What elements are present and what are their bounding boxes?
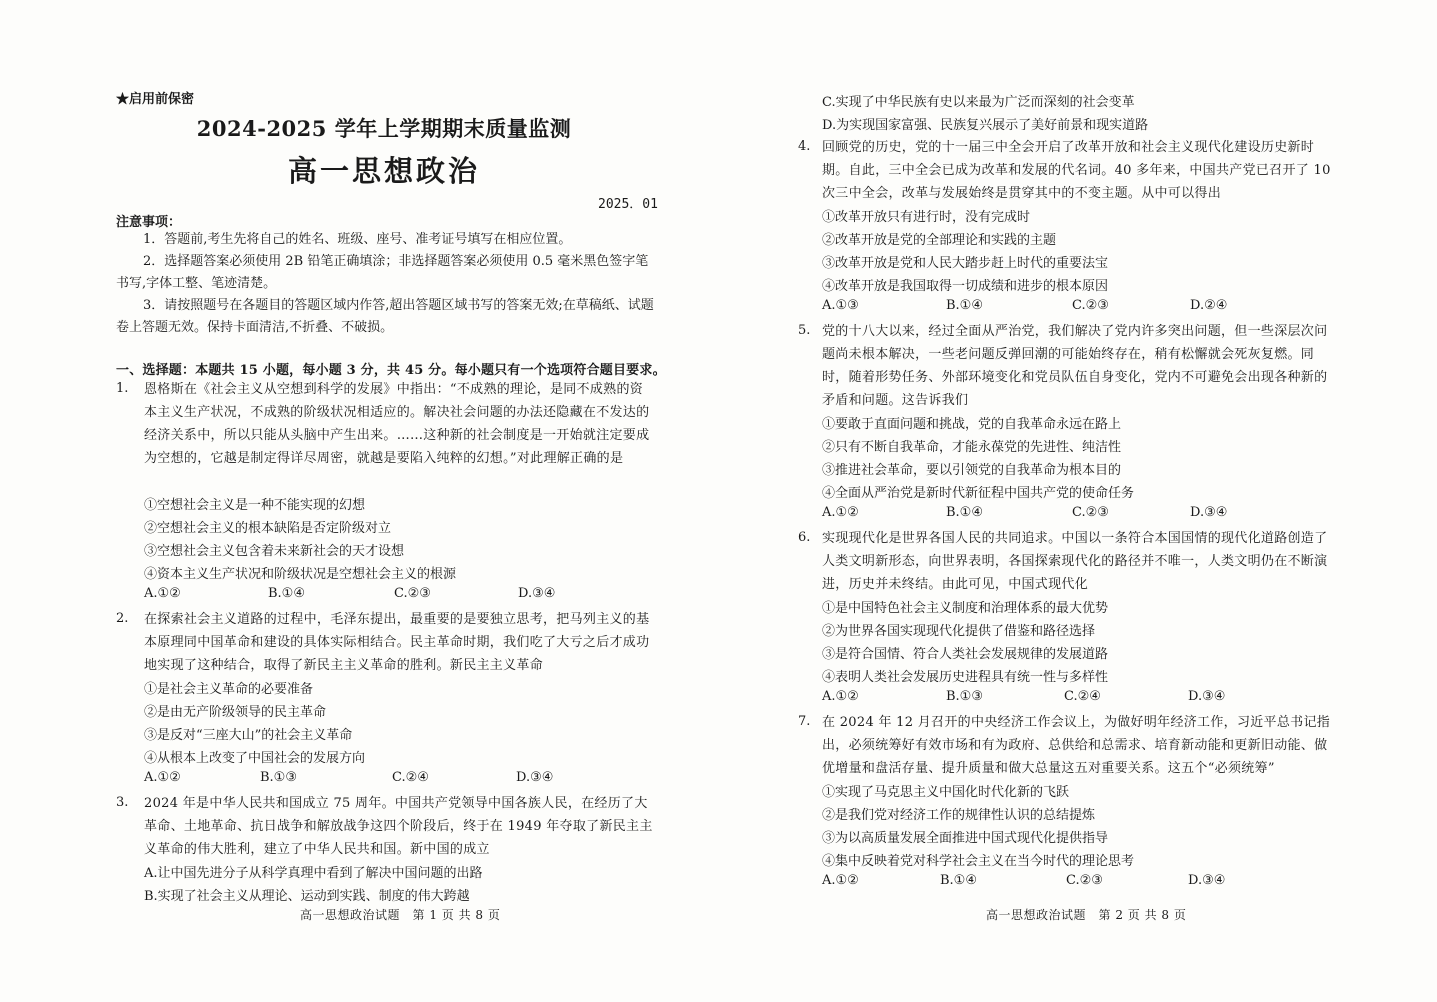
statement-item: ①是中国特色社会主义制度和治理体系的最大优势 (822, 601, 1109, 616)
question-number: 3. (116, 795, 129, 810)
option-c[interactable]: C.②③ (1072, 505, 1109, 520)
notice-item-3: 3．请按照题号在各题目的答题区域内作答,超出答题区域书写的答案无效;在草稿纸、试题卷上答题无效。保持卡面清洁,不折叠、不破损。 (116, 298, 654, 335)
option-d[interactable]: D.②④ (1190, 298, 1228, 313)
question-stem: 实现现代化是世界各国人民的共同追求。中国以一条符合本国国情的现代化道路创造了人类文明新形态，向世界表明，各国探索现代化的路径并不唯一，人类文明仍在不断演进，历史并未终结。由此可见，中国式现代化 (822, 531, 1328, 592)
question-number: 1. (116, 381, 129, 396)
question-stem: 党的十八大以来，经过全面从严治党，我们解决了党内许多突出问题，但一些深层次问题尚未根本解决，一些老问题反弹回潮的可能始终存在，稍有松懈就会死灰复燃。同时，随着形势任务、外部环境变化和党员队伍自身变化，党内不可避免会出现各种新的矛盾和问题。这告诉我们 (822, 324, 1328, 408)
option-c[interactable]: C.②③ (394, 586, 431, 601)
option-b[interactable]: B.①④ (268, 586, 305, 601)
statement-item: ③空想社会主义包含着未来新社会的天才设想 (144, 544, 405, 559)
option-d[interactable]: D.为实现国家富强、民族复兴展示了美好前景和现实道路 (822, 118, 1149, 133)
statement-item: ①实现了马克思主义中国化时代化新的飞跃 (822, 785, 1070, 800)
option-a[interactable]: A.①② (144, 770, 181, 785)
option-d[interactable]: D.③④ (1188, 873, 1226, 888)
statement-item: ①改革开放只有进行时，没有完成时 (822, 210, 1031, 225)
statement-item: ②是由无产阶级领导的民主革命 (144, 705, 327, 720)
option-a[interactable]: A.①② (822, 505, 859, 520)
statement-item: ①要敢于直面问题和挑战，党的自我革命永远在路上 (822, 417, 1122, 432)
page-footer: 高一思想政治试题 第 2 页 共 8 页 (986, 908, 1187, 922)
statement-item: ②只有不断自我革命，才能永葆党的先进性、纯洁性 (822, 440, 1122, 455)
option-b[interactable]: B.实现了社会主义从理论、运动到实践、制度的伟大跨越 (144, 889, 470, 904)
option-a[interactable]: A.①② (144, 586, 181, 601)
statement-item: ④全面从严治党是新时代新征程中国共产党的使命任务 (822, 486, 1135, 501)
option-b[interactable]: B.①③ (946, 689, 983, 704)
answer-options (822, 689, 1337, 709)
answer-options (144, 586, 656, 606)
statement-item: ④集中反映着党对科学社会主义在当今时代的理论思考 (822, 854, 1135, 869)
option-c[interactable]: C.②③ (1072, 298, 1109, 313)
option-b[interactable]: B.①④ (946, 505, 983, 520)
option-d[interactable]: D.③④ (1190, 505, 1228, 520)
option-d[interactable]: D.③④ (516, 770, 554, 785)
option-a[interactable]: A.①② (822, 873, 859, 888)
exam-page-1 (0, 0, 718, 1002)
question-number: 7. (798, 714, 811, 729)
exam-date: 2025．01 (598, 197, 658, 212)
answer-options (822, 873, 1337, 893)
option-b[interactable]: B.①④ (946, 298, 983, 313)
section-heading: 一、选择题：本题共 15 小题，每小题 3 分，共 45 分。每小题只有一个选项符合题目要求。 (116, 363, 666, 378)
statement-item: ①空想社会主义是一种不能实现的幻想 (144, 498, 366, 513)
option-b[interactable]: B.①③ (260, 770, 297, 785)
option-c[interactable]: C.②④ (1064, 689, 1101, 704)
option-d[interactable]: D.③④ (1188, 689, 1226, 704)
statement-item: ④从根本上改变了中国社会的发展方向 (144, 751, 366, 766)
option-b[interactable]: B.①④ (940, 873, 977, 888)
answer-options (822, 298, 1337, 318)
notice-item-2: 2．选择题答案必须使用 2B 铅笔正确填涂；非选择题答案必须使用 0.5 毫米黑色签字笔书写,字体工整、笔迹清楚。 (116, 254, 649, 291)
confidential-label: ★启用前保密 (116, 92, 195, 107)
statement-item: ③为以高质量发展全面推进中国式现代化提供指导 (822, 831, 1109, 846)
statement-item: ③推进社会革命，要以引领党的自我革命为根本目的 (822, 463, 1122, 478)
question-stem: 在探索社会主义道路的过程中，毛泽东提出，最重要的是要独立思考，把马列主义的基本原理同中国革命和建设的具体实际相结合。民主革命时期，我们吃了大亏之后才成功地实现了这种结合，取得了新民主主义革命的胜利。新民主主义革命 (144, 612, 650, 673)
notice-item-1: 1．答题前,考生先将自己的姓名、班级、座号、准考证号填写在相应位置。 (143, 232, 572, 247)
option-c[interactable]: C.②③ (1066, 873, 1103, 888)
statement-item: ②空想社会主义的根本缺陷是否定阶级对立 (144, 521, 392, 536)
question-number: 5. (798, 323, 811, 338)
question-number: 2. (116, 611, 129, 626)
statement-item: ②为世界各国实现现代化提供了借鉴和路径选择 (822, 624, 1096, 639)
page-footer: 高一思想政治试题 第 1 页 共 8 页 (300, 908, 501, 922)
question-stem: 恩格斯在《社会主义从空想到科学的发展》中指出：“不成熟的理论，是同不成熟的资本主义生产状况，不成熟的阶级状况相适应的。解决社会问题的办法还隐藏在不发达的经济关系中，所以只能从头脑中产生出来。……这种新的社会制度是一开始就注定要成为空想的，它越是制定得详尽周密，就越是要陷入纯粹的幻想。”对此理解正确的是 (144, 382, 650, 466)
statement-item: ②改革开放是党的全部理论和实践的主题 (822, 233, 1057, 248)
statement-item: ③是符合国情、符合人类社会发展规律的发展道路 (822, 647, 1109, 662)
statement-item: ④资本主义生产状况和阶级状况是空想社会主义的根源 (144, 567, 457, 582)
exam-title: 2024-2025 学年上学期期末质量监测 (196, 116, 572, 141)
option-c[interactable]: C.②④ (392, 770, 429, 785)
answer-options (822, 505, 1337, 525)
statement-item: ④表明人类社会发展历史进程具有统一性与多样性 (822, 670, 1109, 685)
option-a[interactable]: A.让中国先进分子从科学真理中看到了解决中国问题的出路 (144, 866, 483, 881)
notice-heading: 注意事项： (116, 215, 182, 230)
option-d[interactable]: D.③④ (518, 586, 556, 601)
question-number: 4. (798, 139, 811, 154)
question-stem: 在 2024 年 12 月召开的中央经济工作会议上，为做好明年经济工作，习近平总书记指出，必须统筹好有效市场和有为政府、总供给和总需求、培育新动能和更新旧动能、做优增量和盘活存量、提升质量和做大总量这五对重要关系。这五个“必须统筹” (822, 715, 1331, 776)
exam-subject: 高一思想政治 (287, 154, 480, 188)
question-stem: 回顾党的历史，党的十一届三中全会开启了改革开放和社会主义现代化建设历史新时期。自此，三中全会已成为改革和发展的代名词。40 多年来，中国共产党已召开了 10 次三中全会，改革与发展始终是贯穿其中的不变主题。从中可以得出 (822, 140, 1331, 201)
exam-page-2 (718, 0, 1437, 1002)
question-stem: 2024 年是中华人民共和国成立 75 周年。中国共产党领导中国各族人民，在经历了大革命、土地革命、抗日战争和解放战争这四个阶段后，终于在 1949 年夺取了新民主主义革命的伟大胜利，建立了中华人民共和国。新中国的成立 (144, 796, 653, 857)
statement-item: ②是我们党对经济工作的规律性认识的总结提炼 (822, 808, 1096, 823)
statement-item: ③改革开放是党和人民大踏步赶上时代的重要法宝 (822, 256, 1109, 271)
question-number: 6. (798, 530, 811, 545)
statement-item: ③是反对“三座大山”的社会主义革命 (144, 728, 353, 743)
option-a[interactable]: A.①② (822, 689, 859, 704)
statement-item: ④改革开放是我国取得一切成绩和进步的根本原因 (822, 279, 1109, 294)
statement-item: ①是社会主义革命的必要准备 (144, 682, 314, 697)
answer-options (144, 770, 656, 790)
option-a[interactable]: A.①③ (822, 298, 859, 313)
option-c[interactable]: C.实现了中华民族有史以来最为广泛而深刻的社会变革 (822, 95, 1135, 110)
